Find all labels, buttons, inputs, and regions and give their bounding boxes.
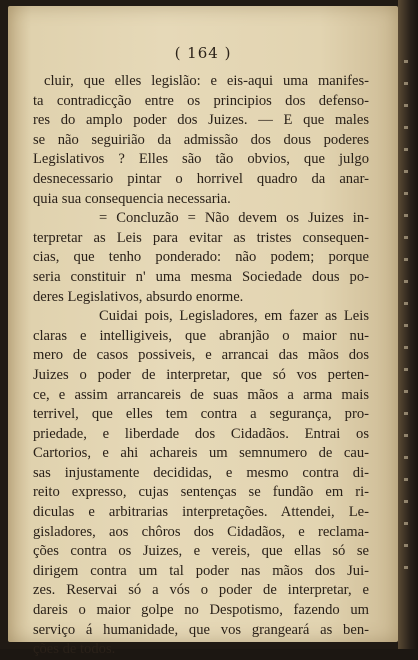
text-line: cias, que tenho ponderado: não podem; porque <box>33 249 369 266</box>
text-line: desnecessario pintar o horrivel quadro da anar- <box>33 170 369 187</box>
text-line: terrivel, que elles tem contra a segurança, pro- <box>33 406 369 423</box>
page-number: ( 164 ) <box>174 44 232 62</box>
text-line: ções de todos. <box>33 641 116 658</box>
text-line: ta contradicção entre os principios dos defenso- <box>33 92 369 109</box>
text-line: dareis o maior golpe no Despotismo, fazendo um <box>33 602 369 619</box>
spine-binding-marks <box>404 60 408 580</box>
text-line: = Concluzão = Não devem os Juizes in- <box>99 210 369 227</box>
text-line: Juizes o poder de interpretar, que só vos perten- <box>33 366 369 383</box>
text-line: serviço á humanidade, que vos grangeará as ben- <box>33 621 369 638</box>
text-line: res do amplo poder dos Juizes. — E que males <box>33 112 369 129</box>
text-line: sas injustamente decididas, e mesmo contra di- <box>33 464 369 481</box>
text-line: deres Legislativos, absurdo enorme. <box>33 288 244 305</box>
text-line: diculas e arbitrarias interpretações. Attendei, Le- <box>33 504 369 521</box>
text-line: ce, e assim arrancareis de suas mãos a arma mais <box>33 386 369 403</box>
text-line: quia sua consequencia necessaria. <box>33 190 231 207</box>
text-line: ções contra os Juizes, e vereis, que ellas só se <box>33 543 369 560</box>
text-line: se não seguirião da admissão dos dous poderes <box>33 131 369 148</box>
text-line: Cuidai pois, Legisladores, em fazer as Leis <box>99 308 369 325</box>
body-text <box>33 72 369 660</box>
book-spine-edge <box>398 0 418 649</box>
text-line: Legislativos ? Elles são tão obvios, que julgo <box>33 151 369 168</box>
text-line: gisladores, aos chôros dos Cidadãos, e reclama- <box>33 523 369 540</box>
text-line: reito expresso, cujas sentenças se fundão em ri- <box>33 484 369 501</box>
text-line: mero de casos possiveis, e arrancai das mãos dos <box>33 347 369 364</box>
paper-page <box>8 6 398 658</box>
text-line: Cartorios, e ahi achareis um semnumero de cau- <box>33 445 369 462</box>
text-line: seria constituir n' uma mesma Sociedade dous po- <box>33 268 369 285</box>
text-line: zes. Reservai só a vós o poder de interpretar, e <box>33 582 369 599</box>
text-line: cluir, que elles legislão: e eis-aqui uma manifes- <box>44 73 369 89</box>
text-line: terpretar as Leis para evitar as tristes consequen- <box>33 229 369 246</box>
text-line: priedade, e liberdade dos Cidadãos. Entrai os <box>33 425 369 442</box>
text-line: claras e intelligiveis, que abranjão o maior nu- <box>33 327 369 344</box>
text-line: dirigem contra um tal poder nas mãos dos Jui- <box>33 562 369 579</box>
